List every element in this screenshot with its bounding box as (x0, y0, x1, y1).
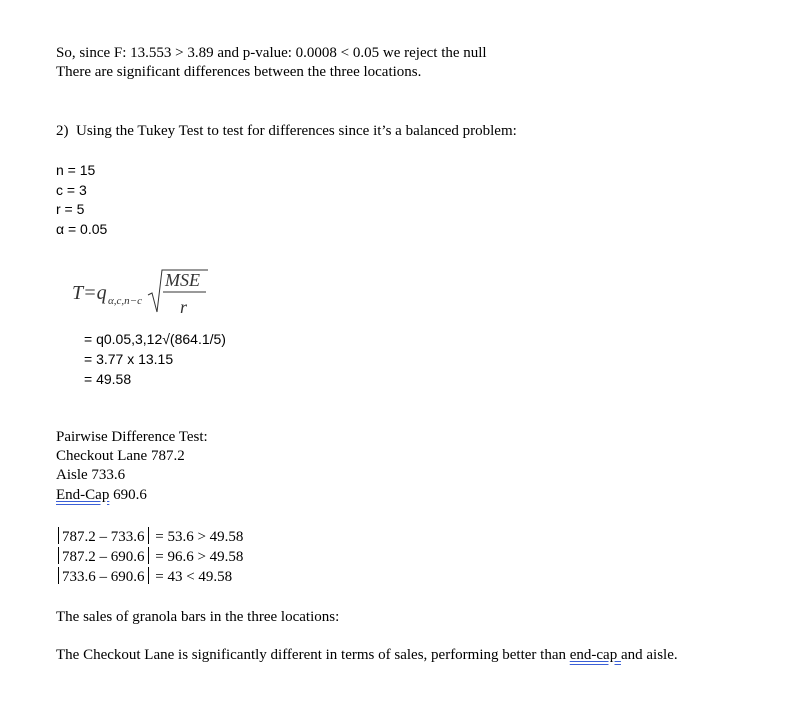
param-c: c = 3 (56, 182, 87, 198)
calc-step-3: = 49.58 (84, 371, 132, 387)
diff-row-2 (58, 547, 243, 566)
formula-denominator: r (180, 297, 188, 317)
abs-bar-left (58, 547, 59, 564)
pairwise-endcap (56, 486, 147, 504)
conclusion-text-post: and aisle. (620, 647, 678, 663)
diff-expr: 733.6 – 690.6 (62, 569, 145, 585)
abs-bar-left (58, 567, 59, 584)
param-n: n = 15 (56, 162, 96, 178)
endcap-value: 690.6 (109, 487, 147, 503)
abs-bar-left (58, 527, 59, 544)
param-alpha: α = 0.05 (56, 221, 108, 237)
pairwise-aisle: Aisle 733.6 (56, 467, 126, 483)
endcap-word: End-Cap (56, 487, 110, 503)
conclusion-line-1: The sales of granola bars in the three locations: (56, 609, 340, 625)
pairwise-checkout: Checkout Lane 787.2 (56, 448, 185, 464)
tukey-formula-svg (70, 262, 220, 322)
diff-row-1 (58, 527, 243, 546)
endcap-word-conclusion: end-cap (569, 647, 621, 663)
pairwise-title: Pairwise Difference Test: (56, 429, 208, 445)
formula-lhs: T=q (72, 282, 107, 304)
diff-expr: 787.2 – 733.6 (62, 529, 145, 545)
tukey-formula (70, 262, 220, 322)
formula-numerator: MSE (165, 270, 200, 290)
formula-subscript: α,c,n−c (108, 295, 142, 307)
intro-line-2: There are significant differences between the three locations. (56, 64, 422, 80)
section-2-heading: 2) Using the Tukey Test to test for differences since it’s a balanced problem: (56, 123, 517, 139)
param-r: r = 5 (56, 201, 85, 217)
conclusion-line-2 (56, 646, 678, 664)
abs-bar-right (148, 547, 149, 564)
calc-step-2: = 3.77 x 13.15 (84, 351, 174, 367)
calc-step-1: = q0.05,3,12√(864.1/5) (84, 331, 226, 347)
diff-result: = 53.6 > 49.58 (155, 529, 244, 545)
diff-result: = 96.6 > 49.58 (155, 549, 244, 565)
abs-bar-right (148, 527, 149, 544)
diff-row-3 (58, 567, 232, 586)
abs-bar-right (148, 567, 149, 584)
intro-line-1: So, since F: 13.553 > 3.89 and p-value: 0.0008 < 0.05 we reject the null (56, 45, 487, 61)
conclusion-text-pre: The Checkout Lane is significantly different in terms of sales, performing better than (56, 647, 570, 663)
diff-expr: 787.2 – 690.6 (62, 549, 145, 565)
diff-result: = 43 < 49.58 (155, 569, 233, 585)
